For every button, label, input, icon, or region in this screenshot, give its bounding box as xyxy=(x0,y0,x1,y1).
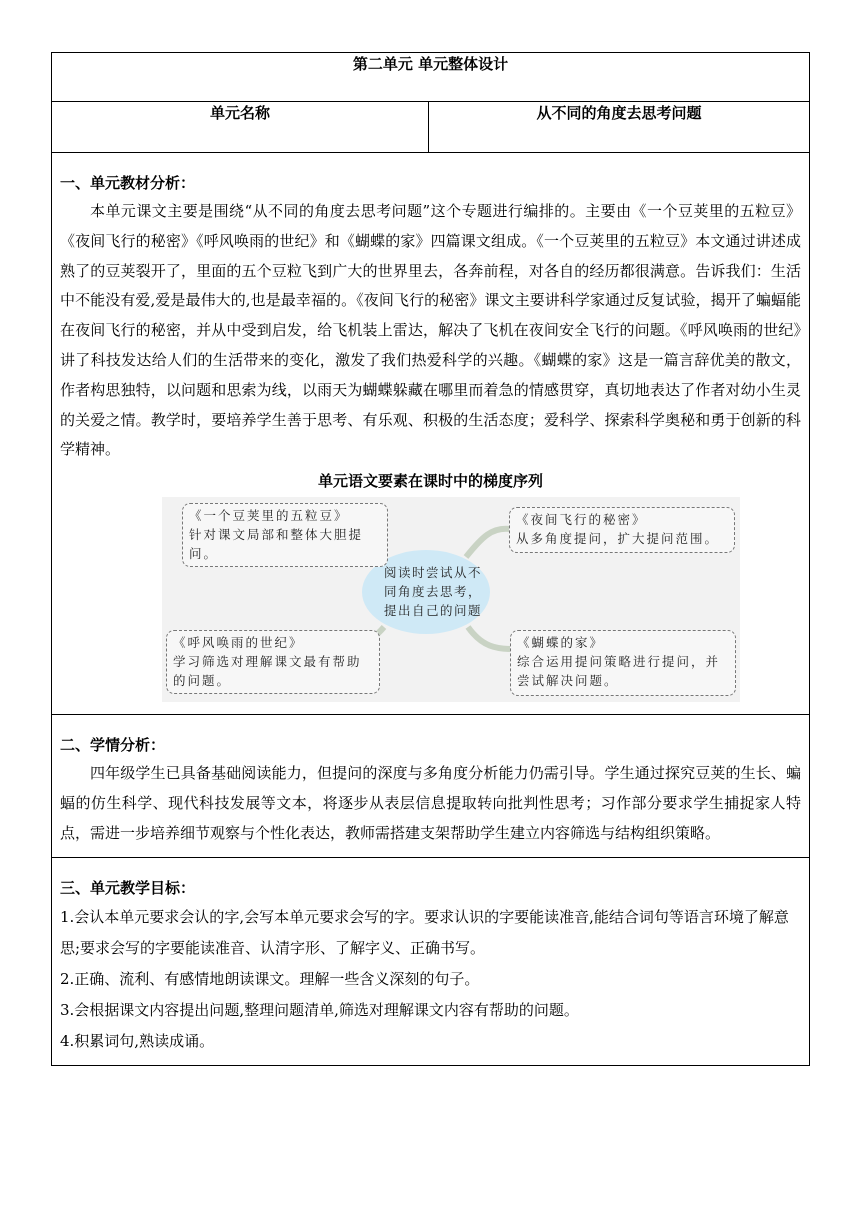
mind-map-node-top-left xyxy=(182,503,388,567)
node-title: 《夜间飞行的秘密》 xyxy=(516,512,647,528)
unit-design-table xyxy=(51,52,810,1066)
section-body: 四年级学生已具备基础阅读能力，但提问的深度与多角度分析能力仍需引导。学生通过探究豆荚的生长、蝙蝠的仿生科学、现代科技发展等文本，将逐步从表层信息提取转向批判性思考；习作部分要求学生捕捉家人特点，需进一步培养细节观察与个性化表达，教师需搭建支架帮助学生建立内容筛选与结构组织策略。 xyxy=(60,764,802,842)
goal-item: 4.积累词句,熟读成诵。 xyxy=(60,1031,215,1050)
mind-map-node-bottom-left xyxy=(166,630,380,694)
mind-map-node-bottom-right xyxy=(510,630,736,696)
node-text: 综合运用提问策略进行提问，并尝试解决问题。 xyxy=(517,654,721,689)
node-text: 从多角度提问，扩大提问范围。 xyxy=(516,531,720,547)
section-learner-analysis xyxy=(52,715,810,857)
node-text: 学习筛选对理解课文最有帮助的问题。 xyxy=(173,654,362,689)
node-title: 《呼风唤雨的世纪》 xyxy=(173,635,304,651)
section-heading: 二、学情分析： xyxy=(60,736,166,755)
node-title: 《一个豆荚里的五粒豆》 xyxy=(189,508,349,524)
figure-title: 单元语文要素在课时中的梯度序列 xyxy=(318,472,544,491)
section-heading: 三、单元教学目标： xyxy=(60,878,196,897)
goal-item: 3.会根据课文内容提出问题,整理问题清单,筛选对理解课文内容有帮助的问题。 xyxy=(60,1000,579,1019)
node-title: 《蝴蝶的家》 xyxy=(517,635,605,651)
mind-map-center: 阅读时尝试从不同角度去思考，提出自己的问题 xyxy=(362,550,490,634)
unit-name-label: 单元名称 xyxy=(52,102,429,153)
node-text: 针对课文局部和整体大胆提问。 xyxy=(189,527,364,562)
goal-item: 1.会认本单元要求会认的字,会写本单元要求会写的字。要求认识的字要能读准音,能结合词句等语言环境了解意思;要求会写的字要能读准音、认清字形、了解字义、正确书写。 xyxy=(60,907,789,957)
unit-design-document xyxy=(51,52,809,1066)
section-textbook-analysis xyxy=(52,153,810,715)
mind-map xyxy=(162,497,740,702)
unit-name-value: 从不同的角度去思考问题 xyxy=(429,102,810,153)
document-title: 第二单元 单元整体设计 xyxy=(52,53,810,102)
section-heading: 一、单元教材分析： xyxy=(60,174,196,192)
goal-item: 2.正确、流利、有感情地朗读课文。理解一些含义深刻的句子。 xyxy=(60,969,480,988)
mind-map-node-top-right xyxy=(509,507,735,553)
section-body: 本单元课文主要是围绕“从不同的角度去思考问题”这个专题进行编排的。主要由《一个豆荚里的五粒豆》《夜间飞行的秘密》《呼风唤雨的世纪》和《蝴蝶的家》四篇课文组成。《一个豆荚里的五粒豆》本文通过讲述成熟了的豆荚裂开了，里面的五个豆粒飞到广大的世界里去，各奔前程，对各自的经历都很满意。告诉我们：生活中不能没有爱,爱是最伟大的,也是最幸福的。《夜间飞行的秘密》课文主要讲科学家通过反复试验，揭开了蝙蝠能在夜间飞行的秘密，并从中受到启发，给飞机装上雷达，解决了飞机在夜间安全飞行的问题。《呼风唤雨的世纪》讲了科技发达给人们的生活带来的变化，激发了我们热爱科学的兴趣。《蝴蝶的家》这是一篇言辞优美的散文，作者构思独特，以问题和思索为线，以雨天为蝴蝶躲藏在哪里而着急的情感贯穿，真切地表达了作者对幼小生灵的关爱之情。教学时，要培养学生善于思考、有乐观、积极的生活态度；爱科学、探索科学奥秘和勇于创新的科学精神。 xyxy=(60,202,802,459)
section-teaching-goals xyxy=(52,857,810,1065)
